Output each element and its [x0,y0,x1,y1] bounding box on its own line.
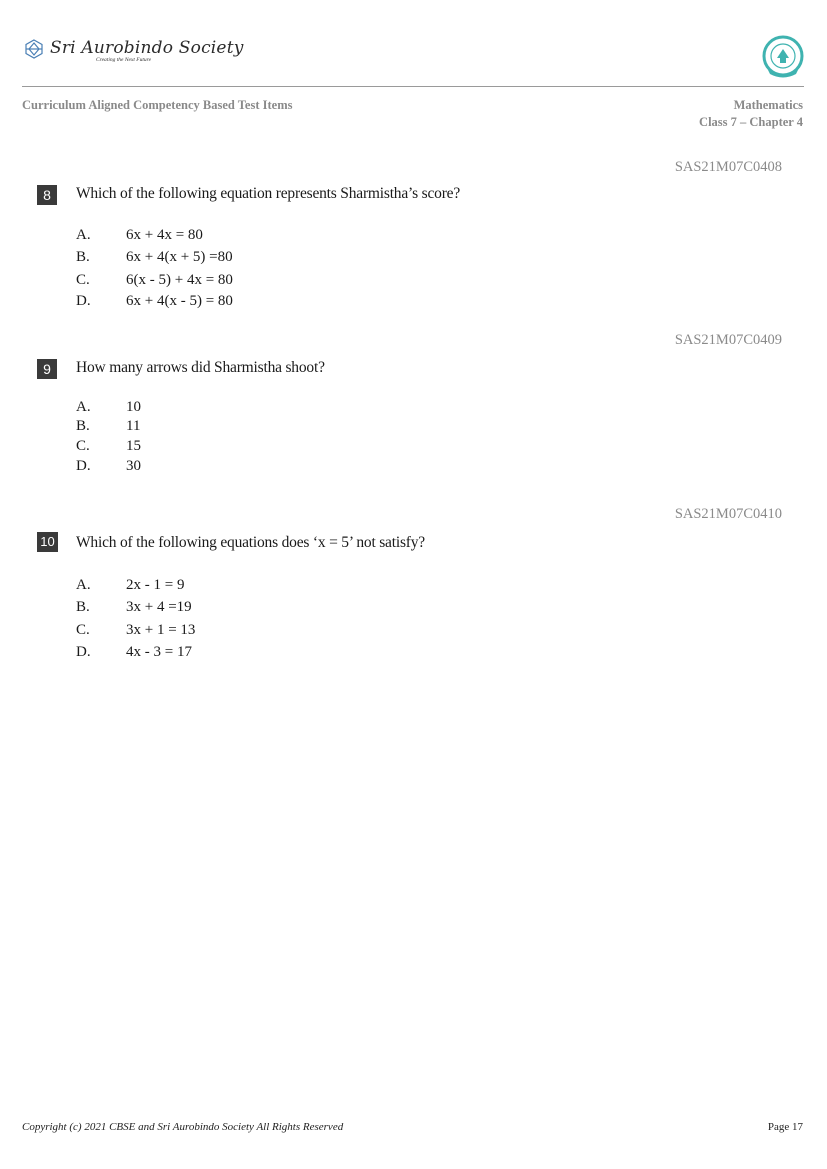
header-divider [22,86,804,87]
option-text: 4x - 3 = 17 [126,644,192,660]
question-code: SAS21M07C0409 [674,332,782,348]
cbse-emblem-icon [760,34,806,80]
page-number: Page 17 [767,1121,803,1133]
question-number-badge: 9 [37,359,57,379]
option-letter: B. [76,249,90,265]
copyright-notice: Copyright (c) 2021 CBSE and Sri Aurobindo Society All Rights Reserved [22,1121,344,1133]
question-text: How many arrows did Sharmistha shoot? [76,359,325,376]
question-text: Which of the following equations does ‘x = 5’ not satisfy? [76,534,425,551]
option-text: 6x + 4(x + 5) =80 [126,249,233,265]
question-code: SAS21M07C0410 [674,506,782,522]
question-number-badge: 10 [37,532,58,552]
option-letter: D. [76,293,91,309]
option-letter: A. [76,227,91,243]
option-text: 3x + 4 =19 [126,599,192,615]
option-letter: C. [76,272,90,288]
logo-tagline: Creating the Next Future [96,57,152,63]
question-text: Which of the following equation represents Sharmistha’s score? [76,185,461,202]
class-chapter-label: Class 7 – Chapter 4 [699,115,803,129]
option-text: 15 [126,438,141,454]
option-text: 6x + 4(x - 5) = 80 [126,293,233,309]
option-text: 11 [126,418,141,434]
option-text: 6x + 4x = 80 [126,227,203,243]
logo-name: Sri Aurobindo Society [50,38,244,58]
option-letter: D. [76,458,91,474]
option-text: 2x - 1 = 9 [126,577,185,593]
option-text: 6(x - 5) + 4x = 80 [126,272,233,288]
option-text: 3x + 1 = 13 [126,622,196,638]
subject-label: Mathematics [733,98,803,112]
option-text: 30 [126,458,141,474]
curriculum-title: Curriculum Aligned Competency Based Test Items [22,98,293,112]
question-number-badge: 8 [37,185,57,205]
option-letter: B. [76,599,90,615]
option-letter: A. [76,577,91,593]
option-text: 10 [126,399,141,415]
option-letter: C. [76,622,90,638]
option-letter: B. [76,418,90,434]
option-letter: D. [76,644,91,660]
option-letter: A. [76,399,91,415]
question-code: SAS21M07C0408 [674,159,782,175]
option-letter: C. [76,438,90,454]
